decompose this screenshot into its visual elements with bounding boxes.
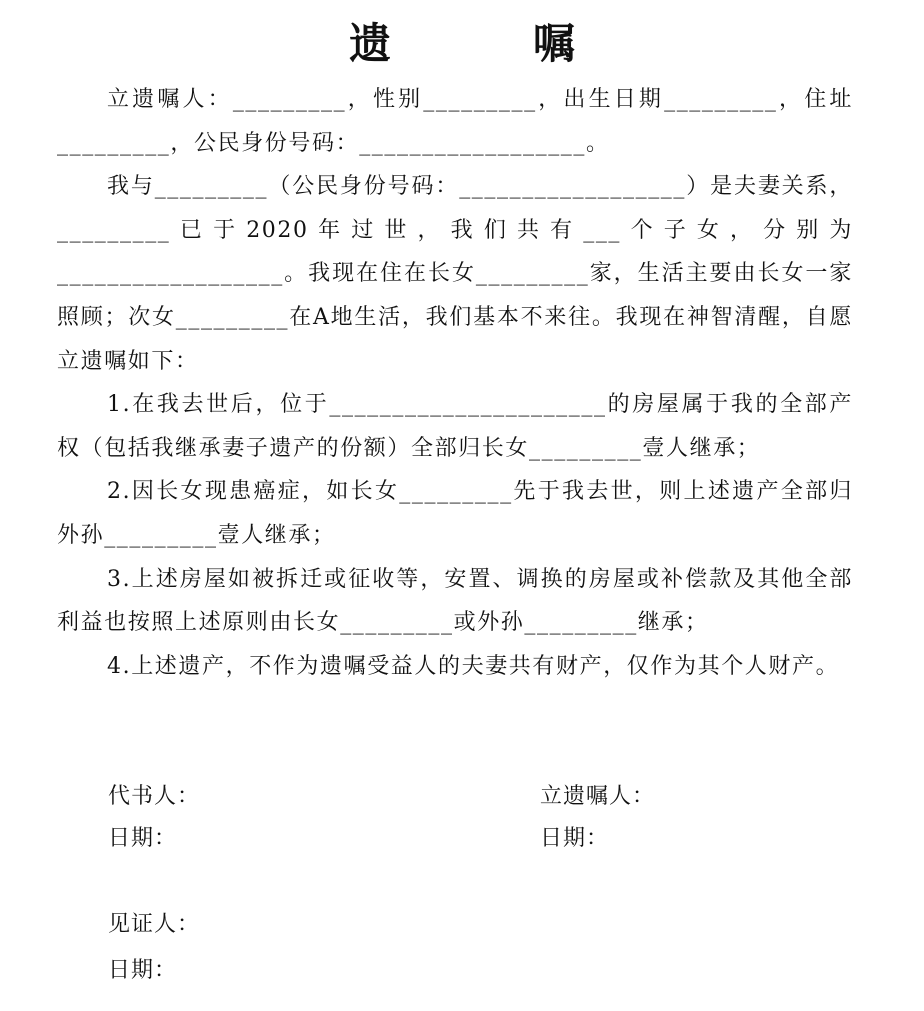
paragraph-testator-info: 立遗嘱人：_________，性别_________，出生日期_________，住址_________，公民身份号码：__________________。 (57, 87, 853, 156)
testator-signature-label: 立遗嘱人： (540, 784, 656, 809)
paragraph-clause-3: 3.上述房屋如被拆迁或征收等，安置、调换的房屋或补偿款及其他全部利益也按照上述原则由长女_________或外孙_________继承； (57, 566, 853, 636)
paragraph-family-situation: 我与_________（公民身份号码：__________________）是夫妻关系，_________已于2020年过世，我们共有___个子女，分别为__________________。我现在住在长女_________家，生活主要由长女一家照顾；次女_________在A地生活，我们基本不来往。我现在神智清醒，自愿立遗嘱如下： (57, 174, 853, 374)
paragraph-clause-2: 2.因长女现患癌症，如长女_________先于我去世，则上述遗产全部归外孙_________壹人继承； (57, 479, 853, 548)
paragraph-clause-4: 4.上述遗产，不作为遗嘱受益人的夫妻共有财产，仅作为其个人财产。 (107, 653, 840, 679)
document-title: 遗 嘱 (348, 19, 625, 68)
witness-date-label: 日期： (108, 958, 178, 983)
paragraph-clause-1: 1.在我去世后，位于______________________的房屋属于我的全部产权（包括我继承妻子遗产的份额）全部归长女_________壹人继承； (57, 392, 853, 461)
testator-date-label: 日期： (540, 826, 610, 851)
witness-signature-label: 见证人： (108, 912, 201, 937)
agent-date-label: 日期： (108, 826, 178, 851)
agent-signature-label: 代书人： (108, 784, 201, 809)
document-body (57, 78, 853, 688)
